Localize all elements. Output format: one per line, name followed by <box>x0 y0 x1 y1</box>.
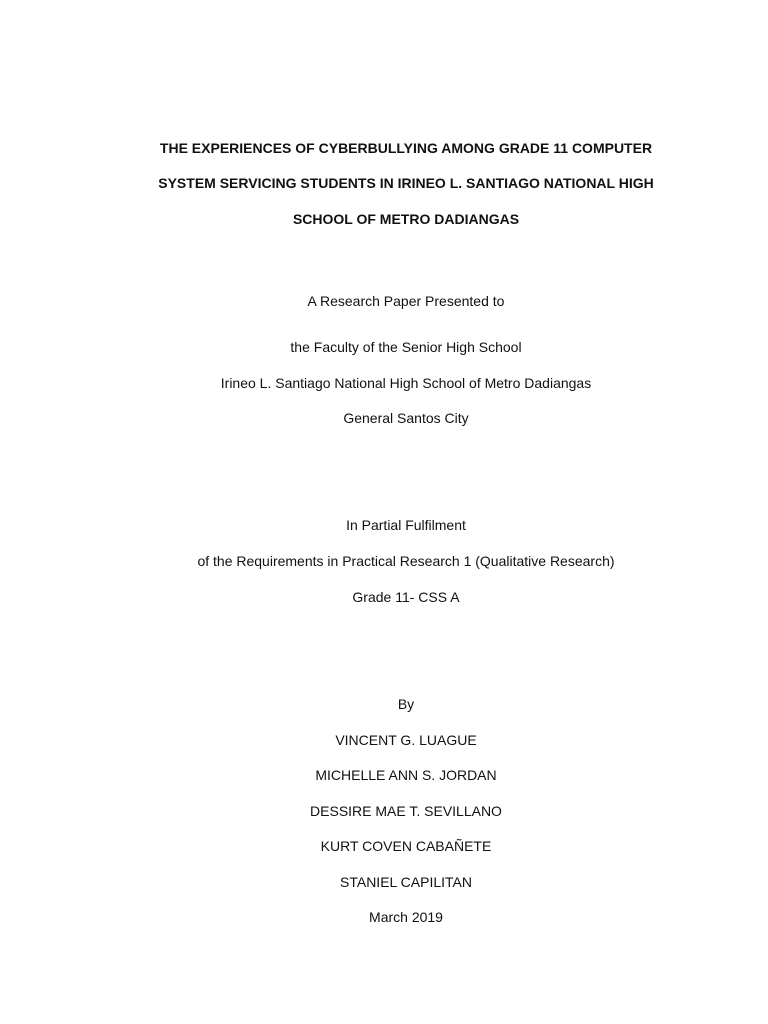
presented-to-text: A Research Paper Presented to <box>307 293 505 309</box>
city-text: General Santos City <box>343 410 469 426</box>
author-name: KURT COVEN CABAÑETE <box>320 838 492 854</box>
school-name-text: Irineo L. Santiago National High School of Metro Dadiangas <box>220 375 592 391</box>
by-label: By <box>397 696 415 712</box>
author-name: STANIEL CAPILITAN <box>340 874 472 890</box>
author-name: VINCENT G. LUAGUE <box>335 732 477 748</box>
faculty-text: the Faculty of the Senior High School <box>290 339 522 355</box>
section-text: Grade 11- CSS A <box>352 589 460 605</box>
partial-fulfilment-text: In Partial Fulfilment <box>346 517 466 533</box>
requirements-text: of the Requirements in Practical Research 1 (Qualitative Research) <box>197 553 615 569</box>
paper-title-line-3: SCHOOL OF METRO DADIANGAS <box>292 211 520 227</box>
author-name: DESSIRE MAE T. SEVILLANO <box>310 803 502 819</box>
paper-title-line-1: THE EXPERIENCES OF CYBERBULLYING AMONG GRADE 11 COMPUTER <box>159 140 653 156</box>
date-text: March 2019 <box>369 909 443 925</box>
author-name: MICHELLE ANN S. JORDAN <box>315 767 497 783</box>
paper-title-line-2: SYSTEM SERVICING STUDENTS IN IRINEO L. SANTIAGO NATIONAL HIGH <box>158 175 654 191</box>
